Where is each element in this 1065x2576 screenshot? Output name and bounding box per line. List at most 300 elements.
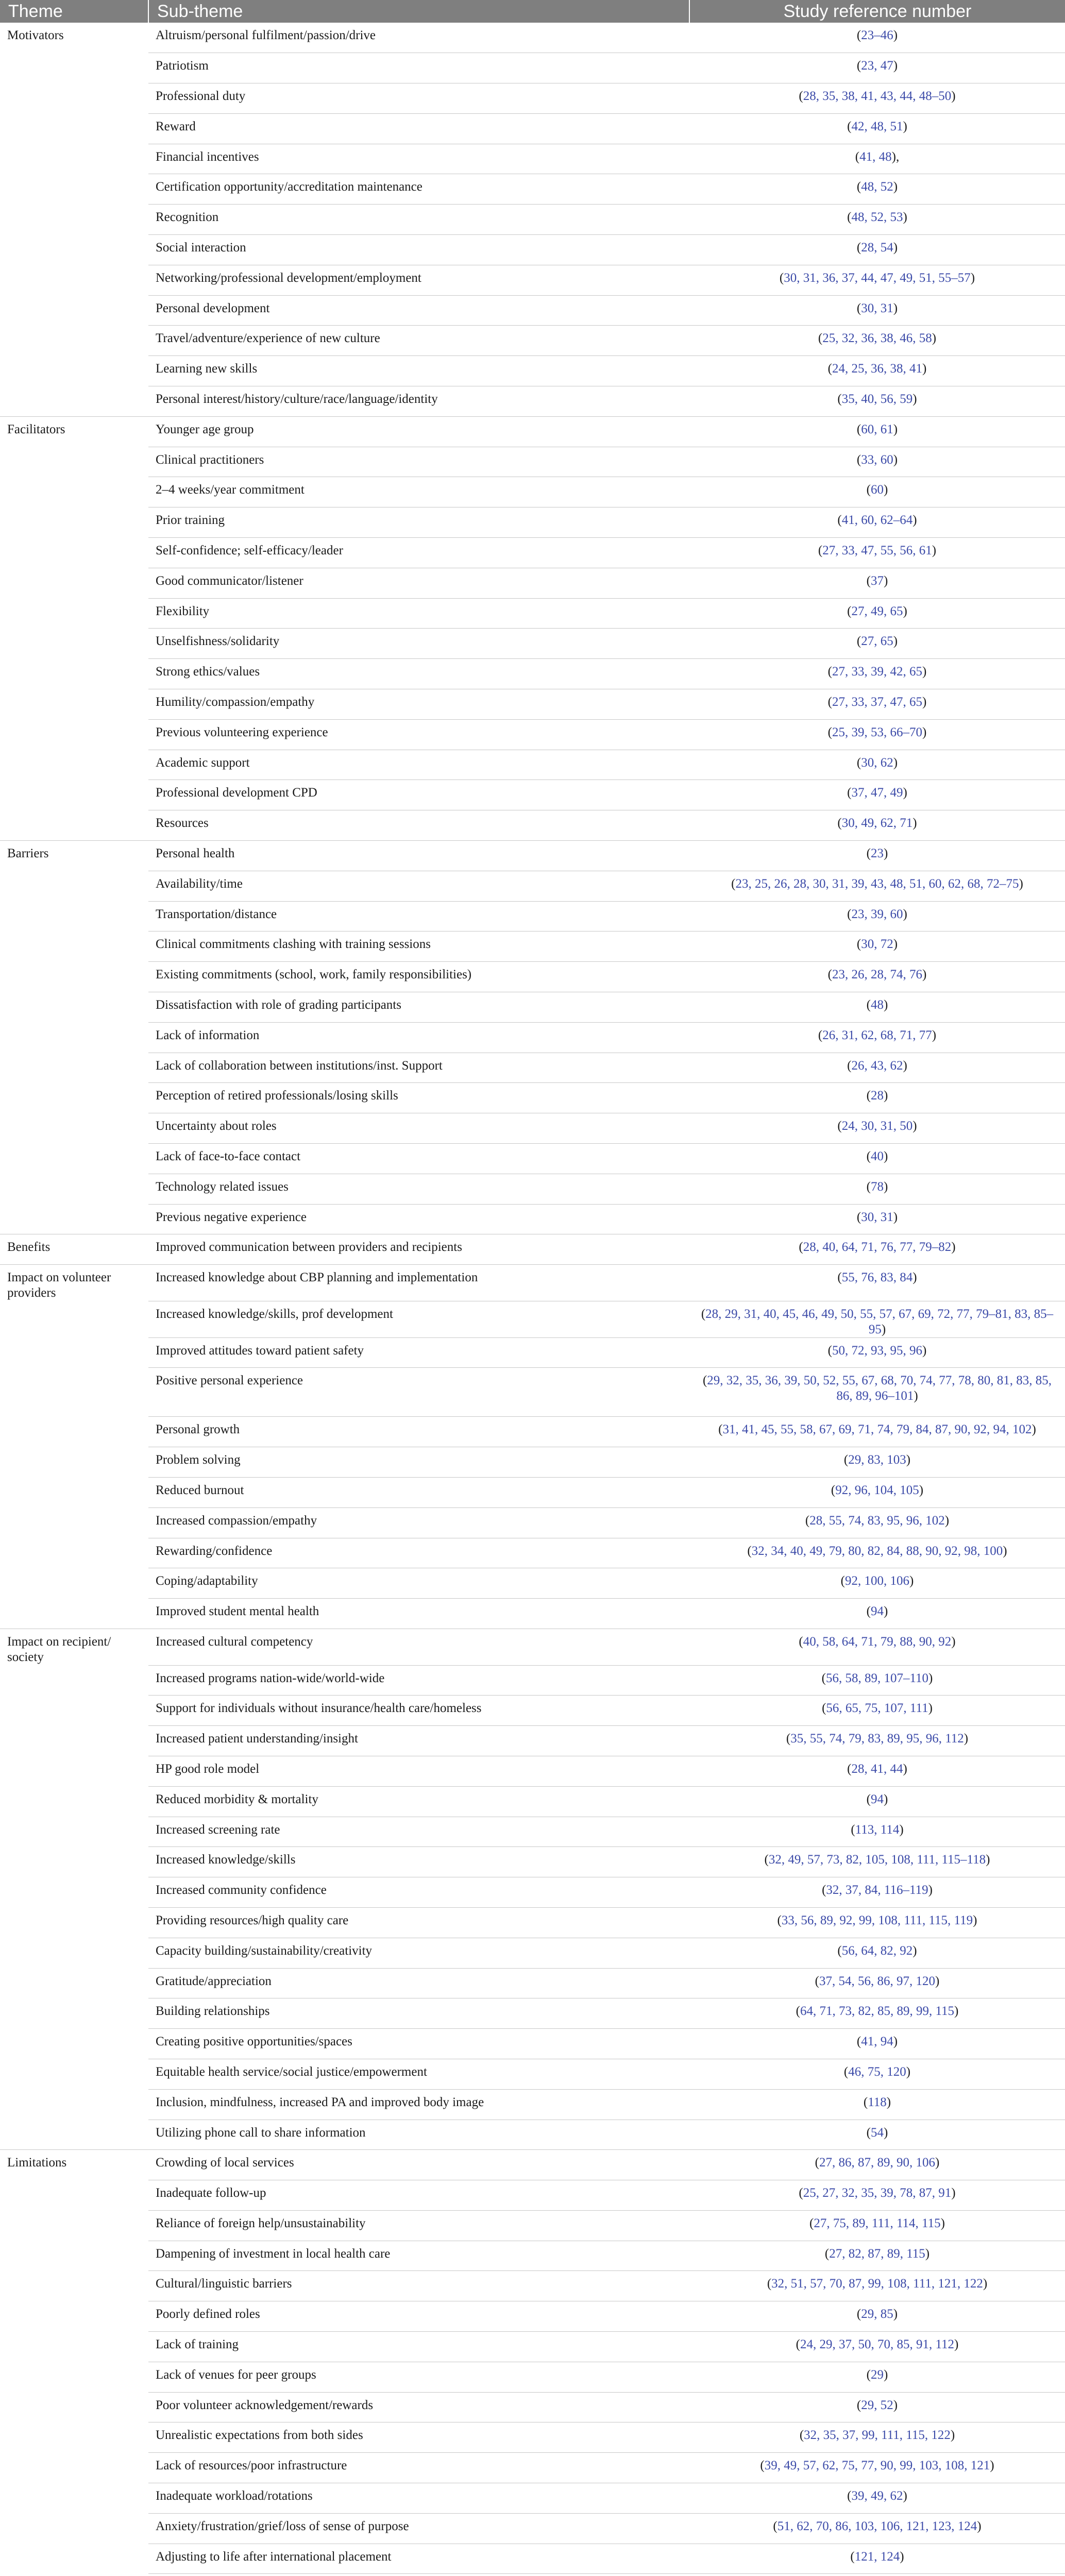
theme-cell [0, 2029, 148, 2059]
theme-cell [0, 2059, 148, 2089]
reference-link[interactable]: 27, 75, 89, 111, 114, 115 [814, 2216, 941, 2230]
reference-link[interactable]: 37, 47, 49 [851, 786, 903, 800]
theme-cell [0, 871, 148, 901]
table-row [0, 1786, 1065, 1817]
theme-cell [0, 2453, 148, 2483]
reference-link[interactable]: 30, 62 [861, 755, 893, 770]
reference-link[interactable]: 30, 49, 62, 71 [841, 816, 913, 831]
theme-cell [0, 1301, 148, 1337]
table-row [0, 1113, 1065, 1144]
theme-cell [0, 113, 148, 144]
study-reference-cell: (23–46) [689, 23, 1065, 53]
reference-link[interactable]: 28, 35, 38, 41, 43, 44, 48–50 [803, 89, 952, 104]
reference-link[interactable]: 25, 32, 36, 38, 46, 58 [822, 331, 932, 346]
table-row [0, 2089, 1065, 2120]
table-row [0, 1234, 1065, 1265]
study-reference-cell: (118) [689, 2089, 1065, 2120]
sub-theme-cell: Good communicator/listener [148, 568, 689, 598]
theme-cell: Benefits [0, 1234, 148, 1265]
reference-link[interactable]: 33, 56, 89, 92, 99, 108, 111, 115, 119 [781, 1913, 973, 1927]
reference-link[interactable]: 121, 124 [854, 2549, 900, 2564]
reference-link[interactable]: 40, 58, 64, 71, 79, 88, 90, 92 [803, 1635, 952, 1649]
theme-cell [0, 2422, 148, 2453]
study-reference-cell: (37, 47, 49) [689, 780, 1065, 810]
sub-theme-cell: Gratitude/appreciation [148, 1968, 689, 1998]
sub-theme-cell: Younger age group [148, 416, 689, 447]
table-row [0, 1877, 1065, 1908]
reference-link[interactable]: 39, 49, 62 [851, 2489, 903, 2503]
table-row [0, 386, 1065, 417]
table-row [0, 1507, 1065, 1538]
reference-link[interactable]: 24, 25, 36, 38, 41 [832, 362, 922, 376]
study-reference-cell: (64, 71, 73, 82, 85, 89, 99, 115) [689, 1998, 1065, 2029]
study-reference-cell: (37) [689, 568, 1065, 598]
reference-link[interactable]: 37 [871, 573, 884, 588]
sub-theme-cell: Improved communication between providers and recipients [148, 1234, 689, 1265]
sub-theme-cell: Clinical commitments clashing with training sessions [148, 931, 689, 962]
reference-link[interactable]: 27, 33, 39, 42, 65 [832, 665, 922, 679]
study-reference-cell: (30, 31) [689, 295, 1065, 326]
reference-link[interactable]: 39, 49, 57, 62, 75, 77, 90, 99, 103, 108, 121 [764, 2459, 990, 2473]
study-reference-cell: (30, 72) [689, 931, 1065, 962]
table-row [0, 295, 1065, 326]
study-reference-cell: (48) [689, 992, 1065, 1023]
study-reference-cell: (121, 124) [689, 2544, 1065, 2574]
study-reference-cell: (48, 52, 53) [689, 205, 1065, 235]
reference-link[interactable]: 23 [871, 846, 884, 861]
study-reference-cell: (42, 48, 51) [689, 113, 1065, 144]
sub-theme-cell: Adjusting to life after international placement [148, 2544, 689, 2574]
table-row [0, 447, 1065, 477]
theme-cell [0, 2210, 148, 2241]
table-row [0, 2120, 1065, 2150]
sub-theme-cell: Creating positive opportunities/spaces [148, 2029, 689, 2059]
table-row [0, 1417, 1065, 1447]
table-row [0, 1478, 1065, 1508]
study-reference-cell: (40) [689, 1143, 1065, 1174]
study-reference-cell: (33, 60) [689, 447, 1065, 477]
theme-cell [0, 1507, 148, 1538]
study-reference-cell: (26, 31, 62, 68, 71, 77) [689, 1022, 1065, 1053]
reference-link[interactable]: 46, 75, 120 [848, 2064, 906, 2079]
table-row [0, 2029, 1065, 2059]
reference-link[interactable]: 24, 30, 31, 50 [841, 1119, 913, 1133]
table-row [0, 1696, 1065, 1726]
study-reference-cell: (32, 49, 57, 73, 82, 105, 108, 111, 115–118) [689, 1847, 1065, 1877]
table-row [0, 598, 1065, 629]
theme-cell [0, 53, 148, 83]
theme-cell [0, 629, 148, 659]
table-row [0, 931, 1065, 962]
study-reference-cell: (92, 96, 104, 105) [689, 1478, 1065, 1508]
table-row [0, 841, 1065, 871]
sub-theme-cell: Lack of resources/poor infrastructure [148, 2453, 689, 2483]
reference-link[interactable]: 41, 48 [859, 149, 892, 164]
table-row [0, 1847, 1065, 1877]
reference-link[interactable]: 41, 94 [861, 2035, 893, 2049]
study-reference-cell: (29, 83, 103) [689, 1447, 1065, 1478]
table-row [0, 1083, 1065, 1113]
study-reference-cell: (94) [689, 1599, 1065, 1629]
table-row [0, 265, 1065, 295]
reference-link[interactable]: 23, 47 [861, 59, 893, 73]
sub-theme-cell: Increased patient understanding/insight [148, 1726, 689, 1756]
table-row [0, 810, 1065, 841]
sub-theme-cell: Unrealistic expectations from both sides [148, 2422, 689, 2453]
study-reference-cell: (24, 30, 31, 50) [689, 1113, 1065, 1144]
reference-link[interactable]: 27, 86, 87, 89, 90, 106 [819, 2156, 935, 2170]
reference-link[interactable]: 28 [871, 1089, 884, 1103]
reference-link[interactable]: 33, 60 [861, 452, 893, 467]
theme-cell [0, 1998, 148, 2029]
reference-link[interactable]: 56, 65, 75, 107, 111 [826, 1701, 928, 1716]
theme-cell [0, 2241, 148, 2271]
table-body [0, 23, 1065, 2576]
reference-link[interactable]: 25, 39, 53, 66–70 [832, 725, 922, 739]
study-reference-cell: (55, 76, 83, 84) [689, 1265, 1065, 1301]
table-row [0, 871, 1065, 901]
study-reference-cell: (23) [689, 841, 1065, 871]
theme-cell [0, 568, 148, 598]
table-row [0, 2301, 1065, 2332]
table-header-row [0, 0, 1065, 23]
theme-cell [0, 83, 148, 114]
theme-cell [0, 1786, 148, 1817]
header-study-reference: Study reference number [689, 0, 1065, 23]
table-row [0, 1907, 1065, 1938]
study-reference-cell: (56, 65, 75, 107, 111) [689, 1696, 1065, 1726]
study-reference-cell: (35, 55, 74, 79, 83, 89, 95, 96, 112) [689, 1726, 1065, 1756]
sub-theme-cell: Personal health [148, 841, 689, 871]
table-row [0, 1204, 1065, 1234]
study-reference-cell: (26, 43, 62) [689, 1053, 1065, 1083]
sub-theme-cell: Increased knowledge/skills, prof development [148, 1301, 689, 1337]
sub-theme-cell: Flexibility [148, 598, 689, 629]
reference-link[interactable]: 78 [871, 1179, 884, 1194]
table-row [0, 1599, 1065, 1629]
sub-theme-cell: Academic support [148, 750, 689, 780]
table-row [0, 1174, 1065, 1204]
sub-theme-cell: Altruism/personal fulfilment/passion/drive [148, 23, 689, 53]
sub-theme-cell: Increased cultural competency [148, 1629, 689, 1666]
reference-link[interactable]: 56, 58, 89, 107–110 [825, 1671, 929, 1685]
theme-cell [0, 750, 148, 780]
table-row [0, 750, 1065, 780]
reference-link[interactable]: 32, 37, 84, 116–119 [826, 1883, 928, 1897]
reference-link[interactable]: 31, 41, 45, 55, 58, 67, 69, 71, 74, 79, 84, 87, 90, 92, 94, 102 [722, 1422, 1032, 1437]
sub-theme-cell: Lack of face-to-face contact [148, 1143, 689, 1174]
reference-link[interactable]: 29, 83, 103 [848, 1453, 906, 1467]
table-row [0, 1053, 1065, 1083]
reference-link[interactable]: 23–46 [861, 28, 893, 42]
reference-link[interactable]: 94 [871, 1604, 884, 1619]
sub-theme-cell: Building relationships [148, 1998, 689, 2029]
sub-theme-cell: Availability/time [148, 871, 689, 901]
study-reference-cell: (27, 86, 87, 89, 90, 106) [689, 2150, 1065, 2180]
reference-link[interactable]: 26, 43, 62 [851, 1058, 903, 1073]
table-row [0, 780, 1065, 810]
reference-link[interactable]: 30, 31 [861, 301, 893, 315]
table-row [0, 901, 1065, 931]
study-reference-cell: (56, 58, 89, 107–110) [689, 1665, 1065, 1696]
sub-theme-cell: Improved attitudes toward patient safety [148, 1337, 689, 1368]
reference-link[interactable]: 48, 52 [861, 180, 893, 194]
reference-link[interactable]: 30, 72 [861, 937, 893, 952]
sub-theme-cell: Utilizing phone call to share information [148, 2120, 689, 2150]
sub-theme-cell: Coping/adaptability [148, 1568, 689, 1599]
study-reference-cell: (29) [689, 2362, 1065, 2392]
reference-link[interactable]: 35, 40, 56, 59 [841, 392, 913, 406]
theme-cell [0, 447, 148, 477]
sub-theme-cell: Lack of training [148, 2332, 689, 2362]
reference-link[interactable]: 40 [871, 1149, 884, 1163]
theme-cell [0, 2120, 148, 2150]
header-theme: Theme [0, 0, 148, 23]
theme-cell [0, 1847, 148, 1877]
theme-cell [0, 1143, 148, 1174]
table-row [0, 1368, 1065, 1417]
theme-cell: Facilitators [7, 422, 65, 436]
theme-cell [0, 205, 148, 235]
reference-link[interactable]: 32, 49, 57, 73, 82, 105, 108, 111, 115–118 [768, 1853, 986, 1867]
study-reference-cell: (25, 32, 36, 38, 46, 58) [689, 326, 1065, 356]
table-row [0, 659, 1065, 689]
table-row [0, 2453, 1065, 2483]
study-reference-cell: (46, 75, 120) [689, 2059, 1065, 2089]
reference-link[interactable]: 48 [871, 998, 884, 1012]
reference-link[interactable]: 29, 32, 35, 36, 39, 50, 52, 55, 67, 68, 70, 74, 77, 78, 80, 81, 83, 85, 86, 89, 96–101 [707, 1374, 1052, 1403]
theme-cell [0, 2180, 148, 2211]
sub-theme-cell: Existing commitments (school, work, family responsibilities) [148, 962, 689, 992]
theme-cell [0, 1417, 148, 1447]
reference-link[interactable]: 118 [868, 2095, 887, 2109]
study-reference-cell: (28) [689, 1083, 1065, 1113]
reference-link[interactable]: 48, 52, 53 [851, 210, 903, 225]
study-reference-cell: (92, 100, 106) [689, 1568, 1065, 1599]
reference-link[interactable]: 28, 40, 64, 71, 76, 77, 79–82 [803, 1240, 952, 1255]
reference-link[interactable]: 35, 55, 74, 79, 83, 89, 95, 96, 112 [790, 1732, 964, 1746]
sub-theme-cell: Professional duty [148, 83, 689, 114]
study-reference-cell: (32, 35, 37, 99, 111, 115, 122) [689, 2422, 1065, 2453]
reference-link[interactable]: 60 [871, 483, 884, 497]
sub-theme-cell: HP good role model [148, 1756, 689, 1786]
study-reference-cell: (27, 65) [689, 629, 1065, 659]
table-row [0, 2362, 1065, 2392]
table-row [0, 689, 1065, 720]
sub-theme-cell: Anxiety/frustration/grief/loss of sense of purpose [148, 2513, 689, 2544]
theme-cell [0, 1756, 148, 1786]
study-reference-cell: (27, 82, 87, 89, 115) [689, 2241, 1065, 2271]
reference-link[interactable]: 60, 61 [861, 422, 893, 436]
table-row [0, 1968, 1065, 1998]
reference-link[interactable]: 32, 51, 57, 70, 87, 99, 108, 111, 121, 122 [771, 2277, 983, 2291]
study-reference-cell: (28, 29, 31, 40, 45, 46, 49, 50, 55, 57, 67, 69, 72, 77, 79–81, 83, 85–95) [689, 1301, 1065, 1337]
reference-link[interactable]: 27, 65 [861, 634, 893, 649]
table-row [0, 2544, 1065, 2574]
theme-cell [0, 2332, 148, 2362]
table-row [0, 113, 1065, 144]
study-reference-cell: (29, 85) [689, 2301, 1065, 2332]
reference-link[interactable]: 113, 114 [855, 1822, 900, 1837]
table-row [0, 1756, 1065, 1786]
sub-theme-cell: Unselfishness/solidarity [148, 629, 689, 659]
study-reference-cell: (30, 31, 36, 37, 44, 47, 49, 51, 55–57) [689, 265, 1065, 295]
theme-cell [0, 2513, 148, 2544]
table-row [0, 507, 1065, 538]
theme-cell [0, 2392, 148, 2422]
reference-link[interactable]: 42, 48, 51 [851, 119, 903, 133]
study-reference-cell: (30, 31) [689, 1204, 1065, 1234]
theme-cell [0, 931, 148, 962]
sub-theme-cell: Strong ethics/values [148, 659, 689, 689]
study-reference-cell: (50, 72, 93, 95, 96) [689, 1337, 1065, 1368]
study-reference-cell: (23, 25, 26, 28, 30, 31, 39, 43, 48, 51, 60, 62, 68, 72–75) [689, 871, 1065, 901]
table-row [0, 1568, 1065, 1599]
reference-link[interactable]: 92, 96, 104, 105 [835, 1483, 919, 1498]
table-row [0, 1665, 1065, 1696]
reference-link[interactable]: 25, 27, 32, 35, 39, 78, 87, 91 [803, 2186, 952, 2200]
theme-cell: Impact on volunteer providers [7, 1270, 111, 1300]
table-row [0, 2180, 1065, 2211]
reference-link[interactable]: 50, 72, 93, 95, 96 [832, 1343, 922, 1358]
study-reference-cell: (30, 62) [689, 750, 1065, 780]
sub-theme-cell: Transportation/distance [148, 901, 689, 931]
sub-theme-cell: Support for individuals without insurance/health care/homeless [148, 1696, 689, 1726]
table-row [0, 719, 1065, 750]
reference-link[interactable]: 55, 76, 83, 84 [841, 1270, 913, 1285]
study-reference-cell: (39, 49, 62) [689, 2483, 1065, 2514]
reference-link[interactable]: 28, 54 [861, 241, 893, 255]
theme-cell [0, 1174, 148, 1204]
sub-theme-cell: Capacity building/sustainability/creativity [148, 1938, 689, 1968]
study-reference-cell: (60) [689, 477, 1065, 507]
reference-link[interactable]: 32, 35, 37, 99, 111, 115, 122 [804, 2428, 951, 2443]
reference-link[interactable]: 26, 31, 62, 68, 71, 77 [822, 1028, 932, 1042]
table-row [0, 1143, 1065, 1174]
reference-link[interactable]: 29, 85 [861, 2307, 893, 2321]
sub-theme-cell: Inadequate workload/rotations [148, 2483, 689, 2514]
sub-theme-cell: Dissatisfaction with role of grading participants [148, 992, 689, 1023]
study-reference-cell: (28, 35, 38, 41, 43, 44, 48–50) [689, 83, 1065, 114]
reference-link[interactable]: 30, 31, 36, 37, 44, 47, 49, 51, 55–57 [784, 270, 971, 285]
theme-cell [0, 1817, 148, 1847]
sub-theme-cell: Learning new skills [148, 356, 689, 386]
sub-theme-cell: Reliance of foreign help/unsustainability [148, 2210, 689, 2241]
sub-theme-cell: Positive personal experience [148, 1368, 689, 1417]
sub-theme-cell: Rewarding/confidence [148, 1538, 689, 1568]
sub-theme-cell: Certification opportunity/accreditation maintenance [148, 174, 689, 205]
table-row [0, 1726, 1065, 1756]
study-reference-cell: (29, 52) [689, 2392, 1065, 2422]
table-row [0, 1538, 1065, 1568]
reference-link[interactable]: 64, 71, 73, 82, 85, 89, 99, 115 [800, 2004, 955, 2019]
study-reference-cell: (35, 40, 56, 59) [689, 386, 1065, 417]
table-row [0, 2150, 1065, 2180]
reference-link[interactable]: 23, 39, 60 [851, 907, 903, 921]
theme-cell [0, 780, 148, 810]
reference-link[interactable]: 92, 100, 106 [845, 1574, 909, 1588]
reference-link[interactable]: 24, 29, 37, 50, 70, 85, 91, 112 [800, 2337, 955, 2352]
theme-cell [0, 1337, 148, 1368]
reference-link[interactable]: 27, 49, 65 [851, 604, 903, 618]
sub-theme-cell: Increased compassion/empathy [148, 1507, 689, 1538]
theme-cell [0, 1665, 148, 1696]
table-row [0, 2513, 1065, 2544]
table-row [0, 83, 1065, 114]
study-reference-cell: (25, 27, 32, 35, 39, 78, 87, 91) [689, 2180, 1065, 2211]
sub-theme-cell: Financial incentives [148, 144, 689, 174]
table-row [0, 629, 1065, 659]
study-reference-cell: (32, 51, 57, 70, 87, 99, 108, 111, 121, 122) [689, 2271, 1065, 2301]
theme-cell [0, 2089, 148, 2120]
sub-theme-cell: Personal development [148, 295, 689, 326]
reference-link[interactable]: 37, 54, 56, 86, 97, 120 [819, 1974, 935, 1988]
reference-link[interactable]: 28, 41, 44 [851, 1761, 903, 1776]
theme-cell [0, 689, 148, 720]
sub-theme-cell: Previous negative experience [148, 1204, 689, 1234]
reference-link[interactable]: 27, 33, 47, 55, 56, 61 [822, 544, 932, 558]
reference-link[interactable]: 29, 52 [861, 2398, 893, 2412]
theme-cell [0, 810, 148, 841]
sub-theme-cell: Networking/professional development/employment [148, 265, 689, 295]
study-reference-cell: (23, 47) [689, 53, 1065, 83]
theme-cell [0, 477, 148, 507]
study-reference-cell: (24, 29, 37, 50, 70, 85, 91, 112) [689, 2332, 1065, 2362]
table-row [0, 538, 1065, 568]
sub-theme-cell: Social interaction [148, 235, 689, 265]
sub-theme-cell: Humility/compassion/empathy [148, 689, 689, 720]
theme-cell [0, 901, 148, 931]
study-reference-cell: (41, 94) [689, 2029, 1065, 2059]
theme-cell [0, 719, 148, 750]
theme-cell [0, 1368, 148, 1417]
study-reference-cell: (56, 64, 82, 92) [689, 1938, 1065, 1968]
reference-link[interactable]: 54 [871, 2125, 884, 2140]
reference-link[interactable]: 94 [871, 1792, 884, 1806]
table-row [0, 23, 1065, 53]
reference-link[interactable]: 51, 62, 70, 86, 103, 106, 121, 123, 124 [777, 2519, 977, 2533]
reference-link[interactable]: 29 [871, 2367, 884, 2382]
theme-cell [0, 1204, 148, 1234]
reference-link[interactable]: 41, 60, 62–64 [841, 513, 913, 528]
table-row [0, 992, 1065, 1023]
reference-link[interactable]: 27, 33, 37, 47, 65 [832, 695, 922, 709]
reference-link[interactable]: 27, 82, 87, 89, 115 [829, 2246, 925, 2261]
table-row [0, 1337, 1065, 1368]
table-row [0, 2241, 1065, 2271]
sub-theme-cell: Lack of collaboration between institutions/inst. Support [148, 1053, 689, 1083]
study-reference-cell: (51, 62, 70, 86, 103, 106, 121, 123, 124) [689, 2513, 1065, 2544]
study-reference-cell: (41, 60, 62–64) [689, 507, 1065, 538]
reference-link[interactable]: 28, 55, 74, 83, 95, 96, 102 [809, 1513, 945, 1528]
reference-link[interactable]: 32, 34, 40, 49, 79, 80, 82, 84, 88, 90, 92, 98, 100 [751, 1544, 1003, 1558]
reference-link[interactable]: 23, 25, 26, 28, 30, 31, 39, 43, 48, 51, 60, 62, 68, 72–75 [735, 876, 1019, 891]
reference-link[interactable]: 30, 31 [861, 1210, 893, 1224]
study-reference-cell: (113, 114) [689, 1817, 1065, 1847]
sub-theme-cell: Reduced morbidity & mortality [148, 1786, 689, 1817]
sub-theme-cell: Providing resources/high quality care [148, 1907, 689, 1938]
reference-link[interactable]: 56, 64, 82, 92 [841, 1943, 913, 1958]
table-row [0, 53, 1065, 83]
reference-link[interactable]: 28, 29, 31, 40, 45, 46, 49, 50, 55, 57, 67, 69, 72, 77, 79–81, 83, 85–95 [705, 1307, 1054, 1336]
reference-link[interactable]: 23, 26, 28, 74, 76 [832, 968, 922, 982]
sub-theme-cell: Increased screening rate [148, 1817, 689, 1847]
theme-cell [0, 174, 148, 205]
theme-cell [0, 2301, 148, 2332]
table-row [0, 144, 1065, 174]
table-row [0, 326, 1065, 356]
theme-cell [0, 2574, 148, 2576]
